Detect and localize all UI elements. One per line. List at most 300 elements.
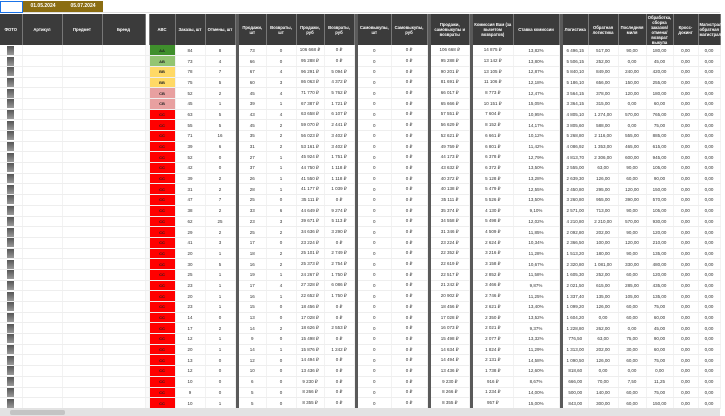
sales-cell[interactable]: 14 [239,344,266,355]
returns-rub-cell[interactable]: 3 402 ₽ [324,131,354,142]
self-qty-cell[interactable]: 0 [358,259,391,270]
sales-cell[interactable]: 60 [239,77,266,88]
abc-cell[interactable]: CC [149,109,175,120]
trunk-cell[interactable]: 0,00 [698,109,720,120]
orders-cell[interactable]: 39 [175,141,205,152]
orders-cell[interactable]: 78 [175,66,205,77]
photo-cell[interactable] [0,152,22,163]
sales-cell[interactable]: 15 [239,302,266,313]
orders-cell[interactable]: 29 [175,227,205,238]
subject-cell[interactable] [62,269,102,280]
processing-cell[interactable]: 75,00 [646,302,673,313]
processing-cell[interactable]: 765,00 [646,109,673,120]
logistics-cell[interactable]: 2 092,80 [563,227,588,238]
returns-rub-cell[interactable]: 0 ₽ [324,312,354,323]
commission-cell[interactable]: 13 142 ₽ [473,56,513,67]
last-mile-cell[interactable]: 60,00 [618,269,646,280]
self-qty-cell[interactable]: 0 [358,173,391,184]
processing-cell[interactable]: 150,00 [646,398,673,409]
commission-cell[interactable]: 14 875 ₽ [473,45,513,56]
returns-rub-cell[interactable]: 0 ₽ [324,387,354,398]
self-qty-cell[interactable]: 0 [358,323,391,334]
cancels-cell[interactable]: 0 [205,312,235,323]
logistics-cell[interactable]: 2 366,50 [563,237,588,248]
trunk-cell[interactable]: 0,00 [698,45,720,56]
crossdock-cell[interactable]: 0,00 [673,269,698,280]
abc-cell[interactable]: CC [149,344,175,355]
returns-rub-cell[interactable]: 1 242 ₽ [324,344,354,355]
returns-cell[interactable]: 3 [266,216,296,227]
logistics-cell[interactable]: 2 021,50 [563,280,588,291]
self-rub-cell[interactable]: 0 ₽ [391,216,427,227]
crossdock-cell[interactable]: 0,00 [673,323,698,334]
sales-cell[interactable]: 37 [239,163,266,174]
self-rub-cell[interactable]: 0 ₽ [391,312,427,323]
subject-cell[interactable] [62,323,102,334]
last-mile-cell[interactable]: 60,00 [618,302,646,313]
returns-rub-cell[interactable]: 2 754 ₽ [324,259,354,270]
crossdock-cell[interactable]: 0,00 [673,45,698,56]
processing-cell[interactable]: 105,00 [646,205,673,216]
rate-cell[interactable]: 10,34% [513,237,559,248]
sales-cell[interactable]: 43 [239,109,266,120]
abc-cell[interactable]: CC [149,291,175,302]
self-qty-cell[interactable]: 0 [358,344,391,355]
cancels-cell[interactable]: 1 [205,269,235,280]
total-cell[interactable]: 49 759 ₽ [431,141,469,152]
last-mile-cell[interactable]: 0,00 [618,366,646,377]
last-mile-cell[interactable]: 570,00 [618,216,646,227]
subject-cell[interactable] [62,216,102,227]
header-self-qty[interactable]: Самовыкупы, шт [358,14,391,45]
subject-cell[interactable] [62,141,102,152]
brand-cell[interactable] [102,259,145,270]
crossdock-cell[interactable]: 0,00 [673,173,698,184]
self-rub-cell[interactable]: 0 ₽ [391,98,427,109]
rate-cell[interactable]: 11,25% [513,291,559,302]
processing-cell[interactable]: 60,00 [646,98,673,109]
total-cell[interactable]: 18 456 ₽ [431,302,469,313]
self-rub-cell[interactable]: 0 ₽ [391,173,427,184]
crossdock-cell[interactable]: 0,00 [673,184,698,195]
sales-rub-cell[interactable]: 86 063 ₽ [296,77,324,88]
self-qty-cell[interactable]: 0 [358,205,391,216]
logistics-cell[interactable]: 5 840,10 [563,66,588,77]
self-rub-cell[interactable]: 0 ₽ [391,259,427,270]
rate-cell[interactable]: 14,58% [513,355,559,366]
logistics-cell[interactable]: 4 086,92 [563,141,588,152]
abc-cell[interactable]: CC [149,237,175,248]
rate-cell[interactable]: 12,18% [513,77,559,88]
self-qty-cell[interactable]: 0 [358,280,391,291]
abc-cell[interactable]: BB [149,77,175,88]
sales-rub-cell[interactable]: 44 750 ₽ [296,163,324,174]
trunk-cell[interactable]: 0,00 [698,195,720,206]
rate-cell[interactable]: 10,95% [513,109,559,120]
processing-cell[interactable]: 420,00 [646,66,673,77]
self-qty-cell[interactable]: 0 [358,120,391,131]
crossdock-cell[interactable]: 0,00 [673,66,698,77]
rev-logistics-cell[interactable]: 100,00 [588,237,618,248]
orders-cell[interactable]: 30 [175,259,205,270]
brand-cell[interactable] [102,227,145,238]
article-cell[interactable] [22,45,62,56]
subject-cell[interactable] [62,259,102,270]
processing-cell[interactable]: 45,00 [646,56,673,67]
rev-logistics-cell[interactable]: 2 210,00 [588,216,618,227]
cancels-cell[interactable]: 5 [205,109,235,120]
trunk-cell[interactable]: 0,00 [698,355,720,366]
last-mile-cell[interactable]: 240,00 [618,66,646,77]
sales-rub-cell[interactable]: 63 658 ₽ [296,109,324,120]
returns-cell[interactable]: 4 [266,66,296,77]
orders-cell[interactable]: 12 [175,366,205,377]
selected-cell[interactable] [0,1,23,13]
last-mile-cell[interactable]: 285,00 [618,280,646,291]
commission-cell[interactable]: 4 509 ₽ [473,227,513,238]
orders-cell[interactable]: 9 [175,387,205,398]
photo-cell[interactable] [0,344,22,355]
rev-logistics-cell[interactable]: 517,00 [588,45,618,56]
orders-cell[interactable]: 10 [175,398,205,409]
subject-cell[interactable] [62,88,102,99]
crossdock-cell[interactable]: 0,00 [673,302,698,313]
self-rub-cell[interactable]: 0 ₽ [391,195,427,206]
subject-cell[interactable] [62,280,102,291]
header-abc[interactable]: ABC [149,14,175,45]
brand-cell[interactable] [102,237,145,248]
orders-cell[interactable]: 41 [175,237,205,248]
orders-cell[interactable]: 13 [175,355,205,366]
total-cell[interactable]: 8 355 ₽ [431,398,469,409]
article-cell[interactable] [22,259,62,270]
trunk-cell[interactable]: 0,00 [698,98,720,109]
rate-cell[interactable]: 12,47% [513,88,559,99]
rev-logistics-cell[interactable]: 295,00 [588,184,618,195]
self-qty-cell[interactable]: 0 [358,195,391,206]
subject-cell[interactable] [62,184,102,195]
article-cell[interactable] [22,205,62,216]
self-qty-cell[interactable]: 0 [358,237,391,248]
trunk-cell[interactable]: 0,00 [698,344,720,355]
sales-cell[interactable]: 10 [239,366,266,377]
total-cell[interactable]: 65 666 ₽ [431,98,469,109]
article-cell[interactable] [22,376,62,387]
commission-cell[interactable]: 2 621 ₽ [473,302,513,313]
brand-cell[interactable] [102,312,145,323]
photo-cell[interactable] [0,366,22,377]
total-cell[interactable]: 43 632 ₽ [431,163,469,174]
orders-cell[interactable]: 42 [175,163,205,174]
self-rub-cell[interactable]: 0 ₽ [391,248,427,259]
returns-cell[interactable]: 0 [266,302,296,313]
returns-rub-cell[interactable]: 0 ₽ [324,237,354,248]
rate-cell[interactable]: 13,32% [513,334,559,345]
commission-cell[interactable]: 8 152 ₽ [473,120,513,131]
total-cell[interactable]: 9 230 ₽ [431,376,469,387]
photo-cell[interactable] [0,227,22,238]
rate-cell[interactable]: 15,00% [513,398,559,409]
article-cell[interactable] [22,334,62,345]
logistics-cell[interactable]: 2 450,80 [563,184,588,195]
returns-rub-cell[interactable]: 6 107 ₽ [324,109,354,120]
self-rub-cell[interactable]: 0 ₽ [391,344,427,355]
sales-cell[interactable]: 33 [239,205,266,216]
self-rub-cell[interactable]: 0 ₽ [391,88,427,99]
trunk-cell[interactable]: 0,00 [698,56,720,67]
last-mile-cell[interactable]: 90,00 [618,45,646,56]
sales-rub-cell[interactable]: 23 224 ₽ [296,237,324,248]
last-mile-cell[interactable]: 75,00 [618,334,646,345]
rev-logistics-cell[interactable]: 252,00 [588,56,618,67]
brand-cell[interactable] [102,334,145,345]
brand-cell[interactable] [102,280,145,291]
self-qty-cell[interactable]: 0 [358,227,391,238]
sales-rub-cell[interactable]: 96 291 ₽ [296,66,324,77]
subject-cell[interactable] [62,387,102,398]
cancels-cell[interactable]: 2 [205,323,235,334]
abc-cell[interactable]: CC [149,259,175,270]
rev-logistics-cell[interactable]: 126,00 [588,173,618,184]
last-mile-cell[interactable]: 60,00 [618,355,646,366]
brand-cell[interactable] [102,184,145,195]
last-mile-cell[interactable]: 90,00 [618,248,646,259]
abc-cell[interactable]: CC [149,323,175,334]
trunk-cell[interactable]: 0,00 [698,312,720,323]
subject-cell[interactable] [62,302,102,313]
sales-cell[interactable]: 18 [239,248,266,259]
total-cell[interactable]: 34 558 ₽ [431,216,469,227]
article-cell[interactable] [22,323,62,334]
self-rub-cell[interactable]: 0 ₽ [391,291,427,302]
self-rub-cell[interactable]: 0 ₽ [391,205,427,216]
article-cell[interactable] [22,366,62,377]
cancels-cell[interactable]: 1 [205,248,235,259]
returns-cell[interactable]: 1 [266,291,296,302]
returns-cell[interactable]: 1 [266,152,296,163]
last-mile-cell[interactable]: 30,00 [618,344,646,355]
logistics-cell[interactable]: 2 555,00 [563,163,588,174]
total-cell[interactable]: 57 551 ₽ [431,109,469,120]
rate-cell[interactable]: 15,05% [513,98,559,109]
article-cell[interactable] [22,237,62,248]
orders-cell[interactable]: 52 [175,88,205,99]
photo-cell[interactable] [0,398,22,409]
sales-rub-cell[interactable]: 35 111 ₽ [296,195,324,206]
sales-rub-cell[interactable]: 39 671 ₽ [296,216,324,227]
photo-cell[interactable] [0,195,22,206]
self-qty-cell[interactable]: 0 [358,152,391,163]
returns-rub-cell[interactable]: 4 372 ₽ [324,77,354,88]
cancels-cell[interactable]: 1 [205,398,235,409]
self-rub-cell[interactable]: 0 ₽ [391,269,427,280]
cancels-cell[interactable]: 1 [205,98,235,109]
crossdock-cell[interactable]: 0,00 [673,163,698,174]
rev-logistics-cell[interactable]: 180,00 [588,248,618,259]
brand-cell[interactable] [102,120,145,131]
article-cell[interactable] [22,269,62,280]
commission-cell[interactable]: 2 131 ₽ [473,355,513,366]
subject-cell[interactable] [62,237,102,248]
brand-cell[interactable] [102,195,145,206]
rev-logistics-cell[interactable]: 63,00 [588,163,618,174]
logistics-cell[interactable]: 776,50 [563,334,588,345]
photo-cell[interactable] [0,291,22,302]
abc-cell[interactable]: CC [149,195,175,206]
last-mile-cell[interactable]: 60,00 [618,398,646,409]
self-rub-cell[interactable]: 0 ₽ [391,141,427,152]
photo-cell[interactable] [0,387,22,398]
rev-logistics-cell[interactable]: 713,00 [588,205,618,216]
trunk-cell[interactable]: 0,00 [698,398,720,409]
crossdock-cell[interactable]: 0,00 [673,312,698,323]
abc-cell[interactable]: CC [149,184,175,195]
orders-cell[interactable]: 45 [175,98,205,109]
commission-cell[interactable]: 2 021 ₽ [473,323,513,334]
returns-rub-cell[interactable]: 1 118 ₽ [324,173,354,184]
sales-rub-cell[interactable]: 41 177 ₽ [296,184,324,195]
commission-cell[interactable]: 1 824 ₽ [473,344,513,355]
crossdock-cell[interactable]: 0,00 [673,109,698,120]
sales-rub-cell[interactable]: 67 387 ₽ [296,98,324,109]
article-cell[interactable] [22,77,62,88]
sales-cell[interactable]: 19 [239,269,266,280]
subject-cell[interactable] [62,98,102,109]
commission-cell[interactable]: 13 105 ₽ [473,66,513,77]
brand-cell[interactable] [102,205,145,216]
returns-rub-cell[interactable]: 9 274 ₽ [324,205,354,216]
logistics-cell[interactable]: 3 260,80 [563,195,588,206]
rev-logistics-cell[interactable]: 202,00 [588,227,618,238]
header-commission[interactable]: Комиссия Вам (за вычетом возвратов) [473,14,513,45]
abc-cell[interactable]: CB [149,98,175,109]
sales-rub-cell[interactable]: 41 550 ₽ [296,173,324,184]
rev-logistics-cell[interactable]: 615,00 [588,280,618,291]
trunk-cell[interactable]: 0,00 [698,248,720,259]
self-rub-cell[interactable]: 0 ₽ [391,280,427,291]
cancels-cell[interactable]: 5 [205,259,235,270]
cancels-cell[interactable]: 16 [205,131,235,142]
self-qty-cell[interactable]: 0 [358,216,391,227]
subject-cell[interactable] [62,291,102,302]
photo-cell[interactable] [0,88,22,99]
rev-logistics-cell[interactable]: 955,00 [588,195,618,206]
sales-cell[interactable]: 12 [239,355,266,366]
self-qty-cell[interactable]: 0 [358,163,391,174]
photo-cell[interactable] [0,184,22,195]
sales-rub-cell[interactable]: 34 636 ₽ [296,227,324,238]
photo-cell[interactable] [0,109,22,120]
photo-cell[interactable] [0,302,22,313]
trunk-cell[interactable]: 0,00 [698,387,720,398]
photo-cell[interactable] [0,237,22,248]
article-cell[interactable] [22,141,62,152]
last-mile-cell[interactable]: 600,00 [618,152,646,163]
sales-rub-cell[interactable]: 18 626 ₽ [296,323,324,334]
logistics-cell[interactable]: 2 571,00 [563,205,588,216]
photo-cell[interactable] [0,280,22,291]
header-rate[interactable]: Ставка комиссии [513,14,559,45]
processing-cell[interactable]: 255,00 [646,77,673,88]
total-cell[interactable]: 35 374 ₽ [431,205,469,216]
sales-rub-cell[interactable]: 25 373 ₽ [296,259,324,270]
crossdock-cell[interactable]: 0,00 [673,398,698,409]
article-cell[interactable] [22,131,62,142]
self-rub-cell[interactable]: 0 ₽ [391,334,427,345]
abc-cell[interactable]: CC [149,355,175,366]
header-trunk[interactable]: Магистраль, обратная магистраль [698,14,720,45]
processing-cell[interactable]: 0,00 [646,366,673,377]
sales-rub-cell[interactable]: 13 436 ₽ [296,366,324,377]
subject-cell[interactable] [62,398,102,409]
logistics-cell[interactable]: 1 099,20 [563,302,588,313]
crossdock-cell[interactable]: 0,00 [673,205,698,216]
brand-cell[interactable] [102,141,145,152]
rev-logistics-cell[interactable]: 1 274,00 [588,109,618,120]
last-mile-cell[interactable]: 0,00 [618,56,646,67]
self-qty-cell[interactable]: 0 [358,355,391,366]
commission-cell[interactable]: 5 498 ₽ [473,216,513,227]
self-qty-cell[interactable]: 0 [358,398,391,409]
sales-cell[interactable]: 13 [239,312,266,323]
returns-rub-cell[interactable]: 5 762 ₽ [324,88,354,99]
photo-cell[interactable] [0,205,22,216]
processing-cell[interactable]: 210,00 [646,237,673,248]
processing-cell[interactable]: 435,00 [646,280,673,291]
self-rub-cell[interactable]: 0 ₽ [391,366,427,377]
orders-cell[interactable]: 73 [175,56,205,67]
abc-cell[interactable]: CC [149,205,175,216]
sales-rub-cell[interactable]: 22 652 ₽ [296,291,324,302]
last-mile-cell[interactable]: 60,00 [618,387,646,398]
header-orders[interactable]: Заказы, шт [175,14,205,45]
header-rev-logistics[interactable]: Обратная логистика [588,14,618,45]
total-cell[interactable]: 31 346 ₽ [431,227,469,238]
subject-cell[interactable] [62,366,102,377]
commission-cell[interactable]: 916 ₽ [473,376,513,387]
subject-cell[interactable] [62,173,102,184]
sales-cell[interactable]: 25 [239,195,266,206]
crossdock-cell[interactable]: 0,00 [673,98,698,109]
header-self-rub[interactable]: Самовыкупы, руб [391,14,427,45]
last-mile-cell[interactable]: 105,00 [618,291,646,302]
commission-cell[interactable]: 6 372 ₽ [473,163,513,174]
orders-cell[interactable]: 75 [175,77,205,88]
subject-cell[interactable] [62,56,102,67]
article-cell[interactable] [22,398,62,409]
orders-cell[interactable]: 38 [175,205,205,216]
sales-cell[interactable]: 66 [239,56,266,67]
brand-cell[interactable] [102,98,145,109]
self-rub-cell[interactable]: 0 ₽ [391,109,427,120]
photo-cell[interactable] [0,173,22,184]
returns-cell[interactable]: 4 [266,88,296,99]
sales-cell[interactable]: 23 [239,216,266,227]
rev-logistics-cell[interactable]: 63,00 [588,334,618,345]
trunk-cell[interactable]: 0,00 [698,88,720,99]
sales-cell[interactable]: 28 [239,184,266,195]
returns-cell[interactable]: 0 [266,376,296,387]
brand-cell[interactable] [102,152,145,163]
crossdock-cell[interactable]: 0,00 [673,355,698,366]
photo-cell[interactable] [0,131,22,142]
brand-cell[interactable] [102,56,145,67]
commission-cell[interactable]: 3 466 ₽ [473,280,513,291]
commission-cell[interactable]: 10 151 ₽ [473,98,513,109]
total-cell[interactable]: 52 621 ₽ [431,131,469,142]
commission-cell[interactable]: 2 077 ₽ [473,334,513,345]
abc-cell[interactable]: AB [149,56,175,67]
